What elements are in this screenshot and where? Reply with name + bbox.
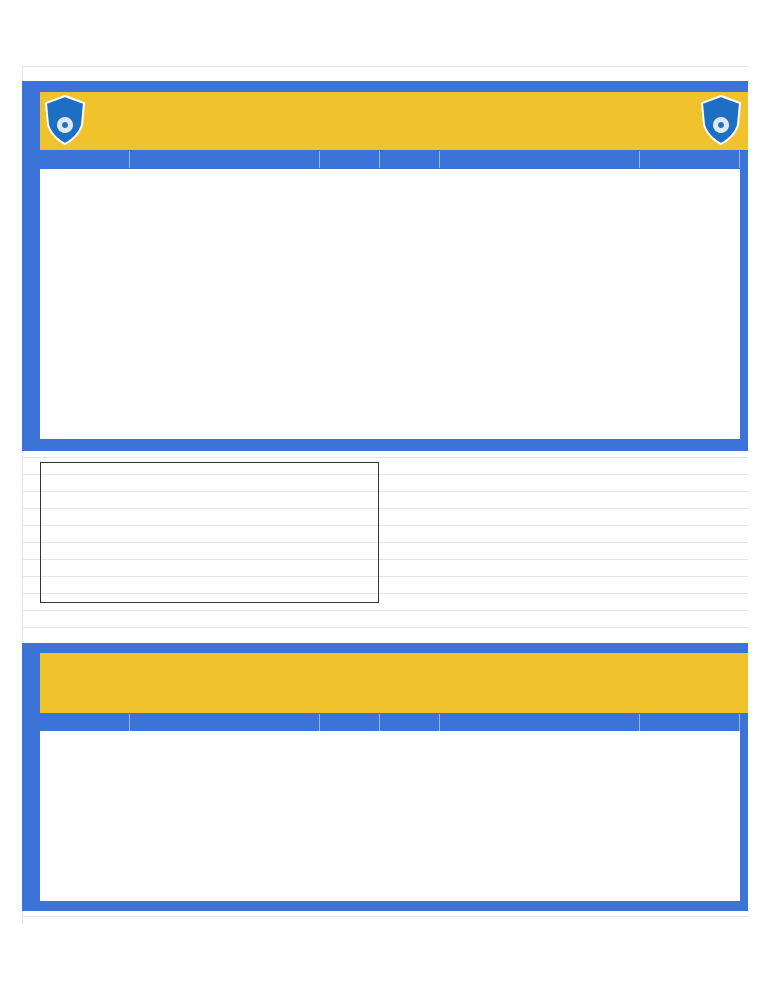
games-table xyxy=(40,731,740,901)
games-table xyxy=(40,169,740,439)
col-away xyxy=(440,151,640,168)
column-headers xyxy=(40,714,740,731)
col-home xyxy=(130,714,320,731)
schedule-title xyxy=(40,92,748,97)
col-score xyxy=(380,714,440,731)
schedule-starview xyxy=(22,81,748,451)
schedule-title xyxy=(40,653,748,658)
col-division xyxy=(640,151,740,168)
col-time xyxy=(40,714,130,731)
column-headers xyxy=(40,151,740,168)
bye-table xyxy=(40,462,379,603)
schedule-header xyxy=(40,92,748,150)
schedule-etobicoke xyxy=(22,643,748,911)
col-home xyxy=(130,151,320,168)
col-score xyxy=(320,151,380,168)
col-score xyxy=(380,151,440,168)
col-away xyxy=(440,714,640,731)
toronto-logo-icon xyxy=(44,95,86,145)
col-time xyxy=(40,151,130,168)
col-score xyxy=(320,714,380,731)
col-division xyxy=(640,714,740,731)
schedule-header xyxy=(40,653,748,713)
toronto-logo-icon xyxy=(700,95,742,145)
